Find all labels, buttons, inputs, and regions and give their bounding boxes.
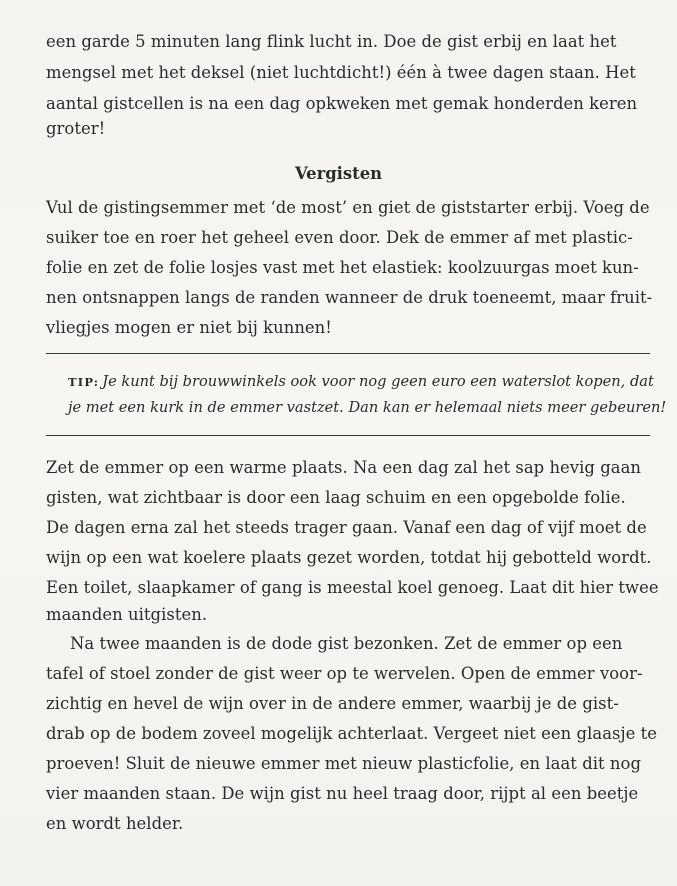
paragraph-line: tafel of stoel zonder de gist weer op te wervelen. Open de emmer voor- bbox=[46, 664, 643, 683]
paragraph-line: en wordt helder. bbox=[46, 814, 184, 833]
paragraph-line: Een toilet, slaapkamer of gang is meestal koel genoeg. Laat dit hier twee bbox=[46, 578, 659, 597]
section-heading: Vergisten bbox=[294, 164, 383, 183]
paragraph-line: De dagen erna zal het steeds trager gaan. Vanaf een dag of vijf moet de bbox=[46, 518, 647, 537]
paragraph-line: drab op de bodem zoveel mogelijk achterlaat. Vergeet niet een glaasje te bbox=[46, 724, 658, 743]
tip-bottom-divider bbox=[46, 435, 650, 436]
tip-line: je met een kurk in de emmer vastzet. Dan kan er helemaal niets meer gebeuren! bbox=[68, 399, 667, 416]
paragraph-line: aantal gistcellen is na een dag opkweken met gemak honderden keren bbox=[46, 94, 638, 113]
paragraph-line: mengsel met het deksel (niet luchtdicht!) één à twee dagen staan. Het bbox=[46, 63, 636, 82]
tip-line bbox=[68, 371, 654, 393]
paragraph-line: wijn op een wat koelere plaats gezet worden, totdat hij gebotteld wordt. bbox=[46, 548, 652, 567]
paragraph-line: groter! bbox=[46, 119, 106, 138]
paragraph-line: Na twee maanden is de dode gist bezonken. Zet de emmer op een bbox=[70, 634, 623, 653]
paragraph-line: zichtig en hevel de wijn over in de andere emmer, waarbij je de gist- bbox=[46, 694, 619, 713]
paragraph-line: gisten, wat zichtbaar is door een laag schuim en een opgebolde folie. bbox=[46, 488, 626, 507]
paragraph-line: proeven! Sluit de nieuwe emmer met nieuw plasticfolie, en laat dit nog bbox=[46, 754, 641, 773]
paragraph-line: nen ontsnappen langs de randen wanneer de druk toeneemt, maar fruit- bbox=[46, 288, 653, 307]
tip-top-divider bbox=[46, 353, 650, 354]
tip-label: TIP: bbox=[68, 375, 100, 389]
paragraph-line: vliegjes mogen er niet bij kunnen! bbox=[46, 318, 332, 337]
paragraph-line: Vul de gistingsemmer met ‘de most’ en giet de giststarter erbij. Voeg de bbox=[46, 198, 650, 217]
paragraph-line: folie en zet de folie losjes vast met het elastiek: koolzuurgas moet kun- bbox=[46, 258, 639, 277]
paragraph-line: maanden uitgisten. bbox=[46, 605, 208, 624]
paragraph-line: een garde 5 minuten lang flink lucht in. Doe de gist erbij en laat het bbox=[46, 32, 617, 51]
paragraph-line: suiker toe en roer het geheel even door. Dek de emmer af met plastic- bbox=[46, 228, 633, 247]
paragraph-line: vier maanden staan. De wijn gist nu heel traag door, rijpt al een beetje bbox=[46, 784, 639, 803]
tip-text: Je kunt bij brouwwinkels ook voor nog geen euro een waterslot kopen, dat bbox=[102, 373, 654, 390]
paragraph-line: Zet de emmer op een warme plaats. Na een dag zal het sap hevig gaan bbox=[46, 458, 641, 477]
